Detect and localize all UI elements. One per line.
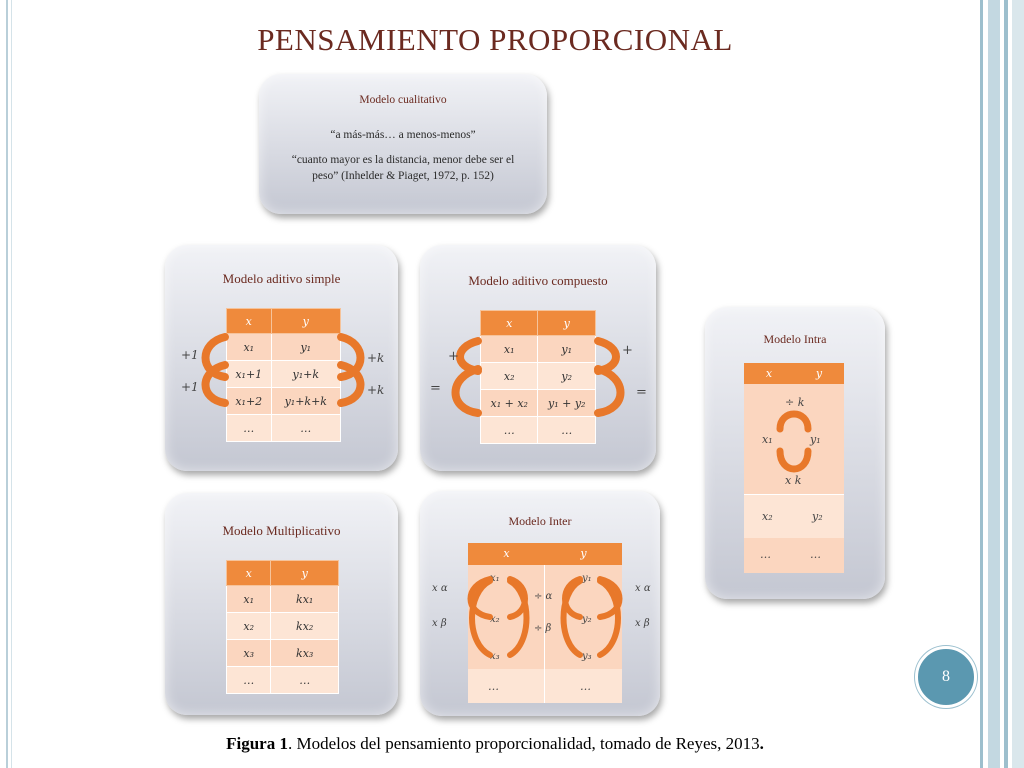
- right-op: x β: [635, 618, 650, 629]
- table-cell: y₂: [812, 510, 823, 523]
- card-title: Modelo cualitativo: [359, 94, 447, 106]
- right-op: +k: [367, 351, 385, 365]
- table-cell: …: [271, 415, 340, 442]
- table-cell: …: [227, 415, 272, 442]
- right-op: x α: [635, 583, 651, 594]
- table-cell: …: [271, 667, 339, 694]
- table-cell: y₁: [582, 573, 592, 584]
- figure-caption: [0, 734, 990, 754]
- left-op: x β: [432, 618, 447, 629]
- divide-alpha-label: ÷ α: [534, 591, 553, 602]
- card-modelo-aditivo-compuesto: [420, 245, 656, 471]
- column-header: y: [271, 561, 339, 586]
- card-title: Modelo Intra: [763, 332, 827, 346]
- table-cell: x₁+1: [227, 361, 272, 388]
- left-op: x α: [432, 583, 448, 594]
- quote-line: peso” (Inhelder & Piaget, 1972, p. 152): [312, 170, 494, 182]
- column-header: x: [227, 561, 271, 586]
- left-op: +1: [181, 348, 199, 362]
- table-cell: x₁: [481, 336, 538, 363]
- table-cell: …: [227, 667, 271, 694]
- inter-table: [468, 543, 622, 703]
- table-cell: y₁: [271, 334, 340, 361]
- right-op: +k: [367, 383, 385, 397]
- x1-label: x₁: [762, 433, 773, 446]
- column-header: y: [580, 547, 587, 560]
- table-cell: y₂: [582, 614, 592, 625]
- table-cell: x₂: [490, 614, 500, 625]
- card-title: Modelo Multiplicativo: [222, 523, 341, 538]
- table-cell: x₁+2: [227, 388, 272, 415]
- table-cell: kx₃: [271, 640, 339, 667]
- table-cell: x₂: [481, 363, 538, 390]
- quote-line: “a más-más… a menos-menos”: [330, 129, 476, 141]
- divide-label: ÷ k: [785, 396, 805, 409]
- column-header: y: [271, 309, 340, 334]
- y1-label: y₁: [810, 433, 821, 446]
- card-modelo-intra: [705, 307, 885, 599]
- intra-table: [744, 363, 844, 573]
- table-cell: …: [538, 417, 596, 444]
- column-header: x: [481, 311, 538, 336]
- table-cell: y₃: [582, 651, 592, 662]
- quote-line: “cuanto mayor es la distancia, menor debe ser el: [291, 154, 515, 166]
- card-modelo-multiplicativo: [165, 493, 398, 715]
- right-op: =: [636, 385, 647, 400]
- card-modelo-aditivo-simple: [165, 245, 398, 471]
- column-header: y: [538, 311, 596, 336]
- table-cell: y₁+k+k: [271, 388, 340, 415]
- card-title: Modelo Inter: [508, 514, 572, 528]
- table-cell: kx₂: [271, 613, 339, 640]
- left-op: +: [448, 349, 459, 364]
- table-cell: x₁: [227, 334, 272, 361]
- table-cell: x₁: [490, 573, 500, 584]
- table-cell: x₃: [227, 640, 271, 667]
- table-cell: …: [760, 548, 771, 561]
- table-cell: y₂: [538, 363, 596, 390]
- caption-text: . Modelos del pensamiento proporcionalidad, tomado de Reyes, 2013: [287, 734, 760, 753]
- table-cell: y₁: [538, 336, 596, 363]
- column-header: y: [815, 367, 823, 380]
- column-header: x: [503, 547, 510, 560]
- table-cell: x₃: [490, 651, 500, 662]
- table-cell: …: [488, 680, 499, 693]
- curved-arrows: [468, 543, 622, 703]
- table-cell: …: [810, 548, 821, 561]
- table-cell: kx₁: [271, 586, 339, 613]
- multiply-label: x k: [785, 474, 802, 487]
- card-modelo-inter: [420, 491, 660, 716]
- data-table: [226, 560, 339, 694]
- right-op: +: [622, 343, 633, 358]
- table-cell: y₁ + y₂: [538, 390, 596, 417]
- table-cell: x₂: [762, 510, 773, 523]
- table-cell: …: [481, 417, 538, 444]
- caption-end: .: [759, 734, 764, 753]
- caption-label: Figura 1: [226, 734, 288, 753]
- table-cell: …: [580, 680, 591, 693]
- left-border-line: [6, 0, 8, 768]
- column-header: x: [765, 367, 773, 380]
- table-cell: y₁+k: [271, 361, 340, 388]
- table-cell: x₁ + x₂: [481, 390, 538, 417]
- curved-arrows: [165, 245, 398, 471]
- curved-arrows: [744, 363, 844, 573]
- divide-beta-label: ÷ β: [534, 623, 552, 634]
- page-title: PENSAMIENTO PROPORCIONAL: [257, 22, 733, 57]
- left-border-line-thin: [11, 0, 12, 768]
- right-border-band: [980, 0, 1024, 768]
- column-header: x: [227, 309, 272, 334]
- card-title: Modelo aditivo compuesto: [468, 273, 608, 288]
- left-op: =: [430, 381, 441, 396]
- card-modelo-cualitativo: [259, 74, 547, 214]
- card-title: Modelo aditivo simple: [222, 271, 341, 286]
- table-cell: x₁: [227, 586, 271, 613]
- table-cell: x₂: [227, 613, 271, 640]
- slide-number-badge: 8: [915, 646, 977, 708]
- left-op: +1: [181, 380, 199, 394]
